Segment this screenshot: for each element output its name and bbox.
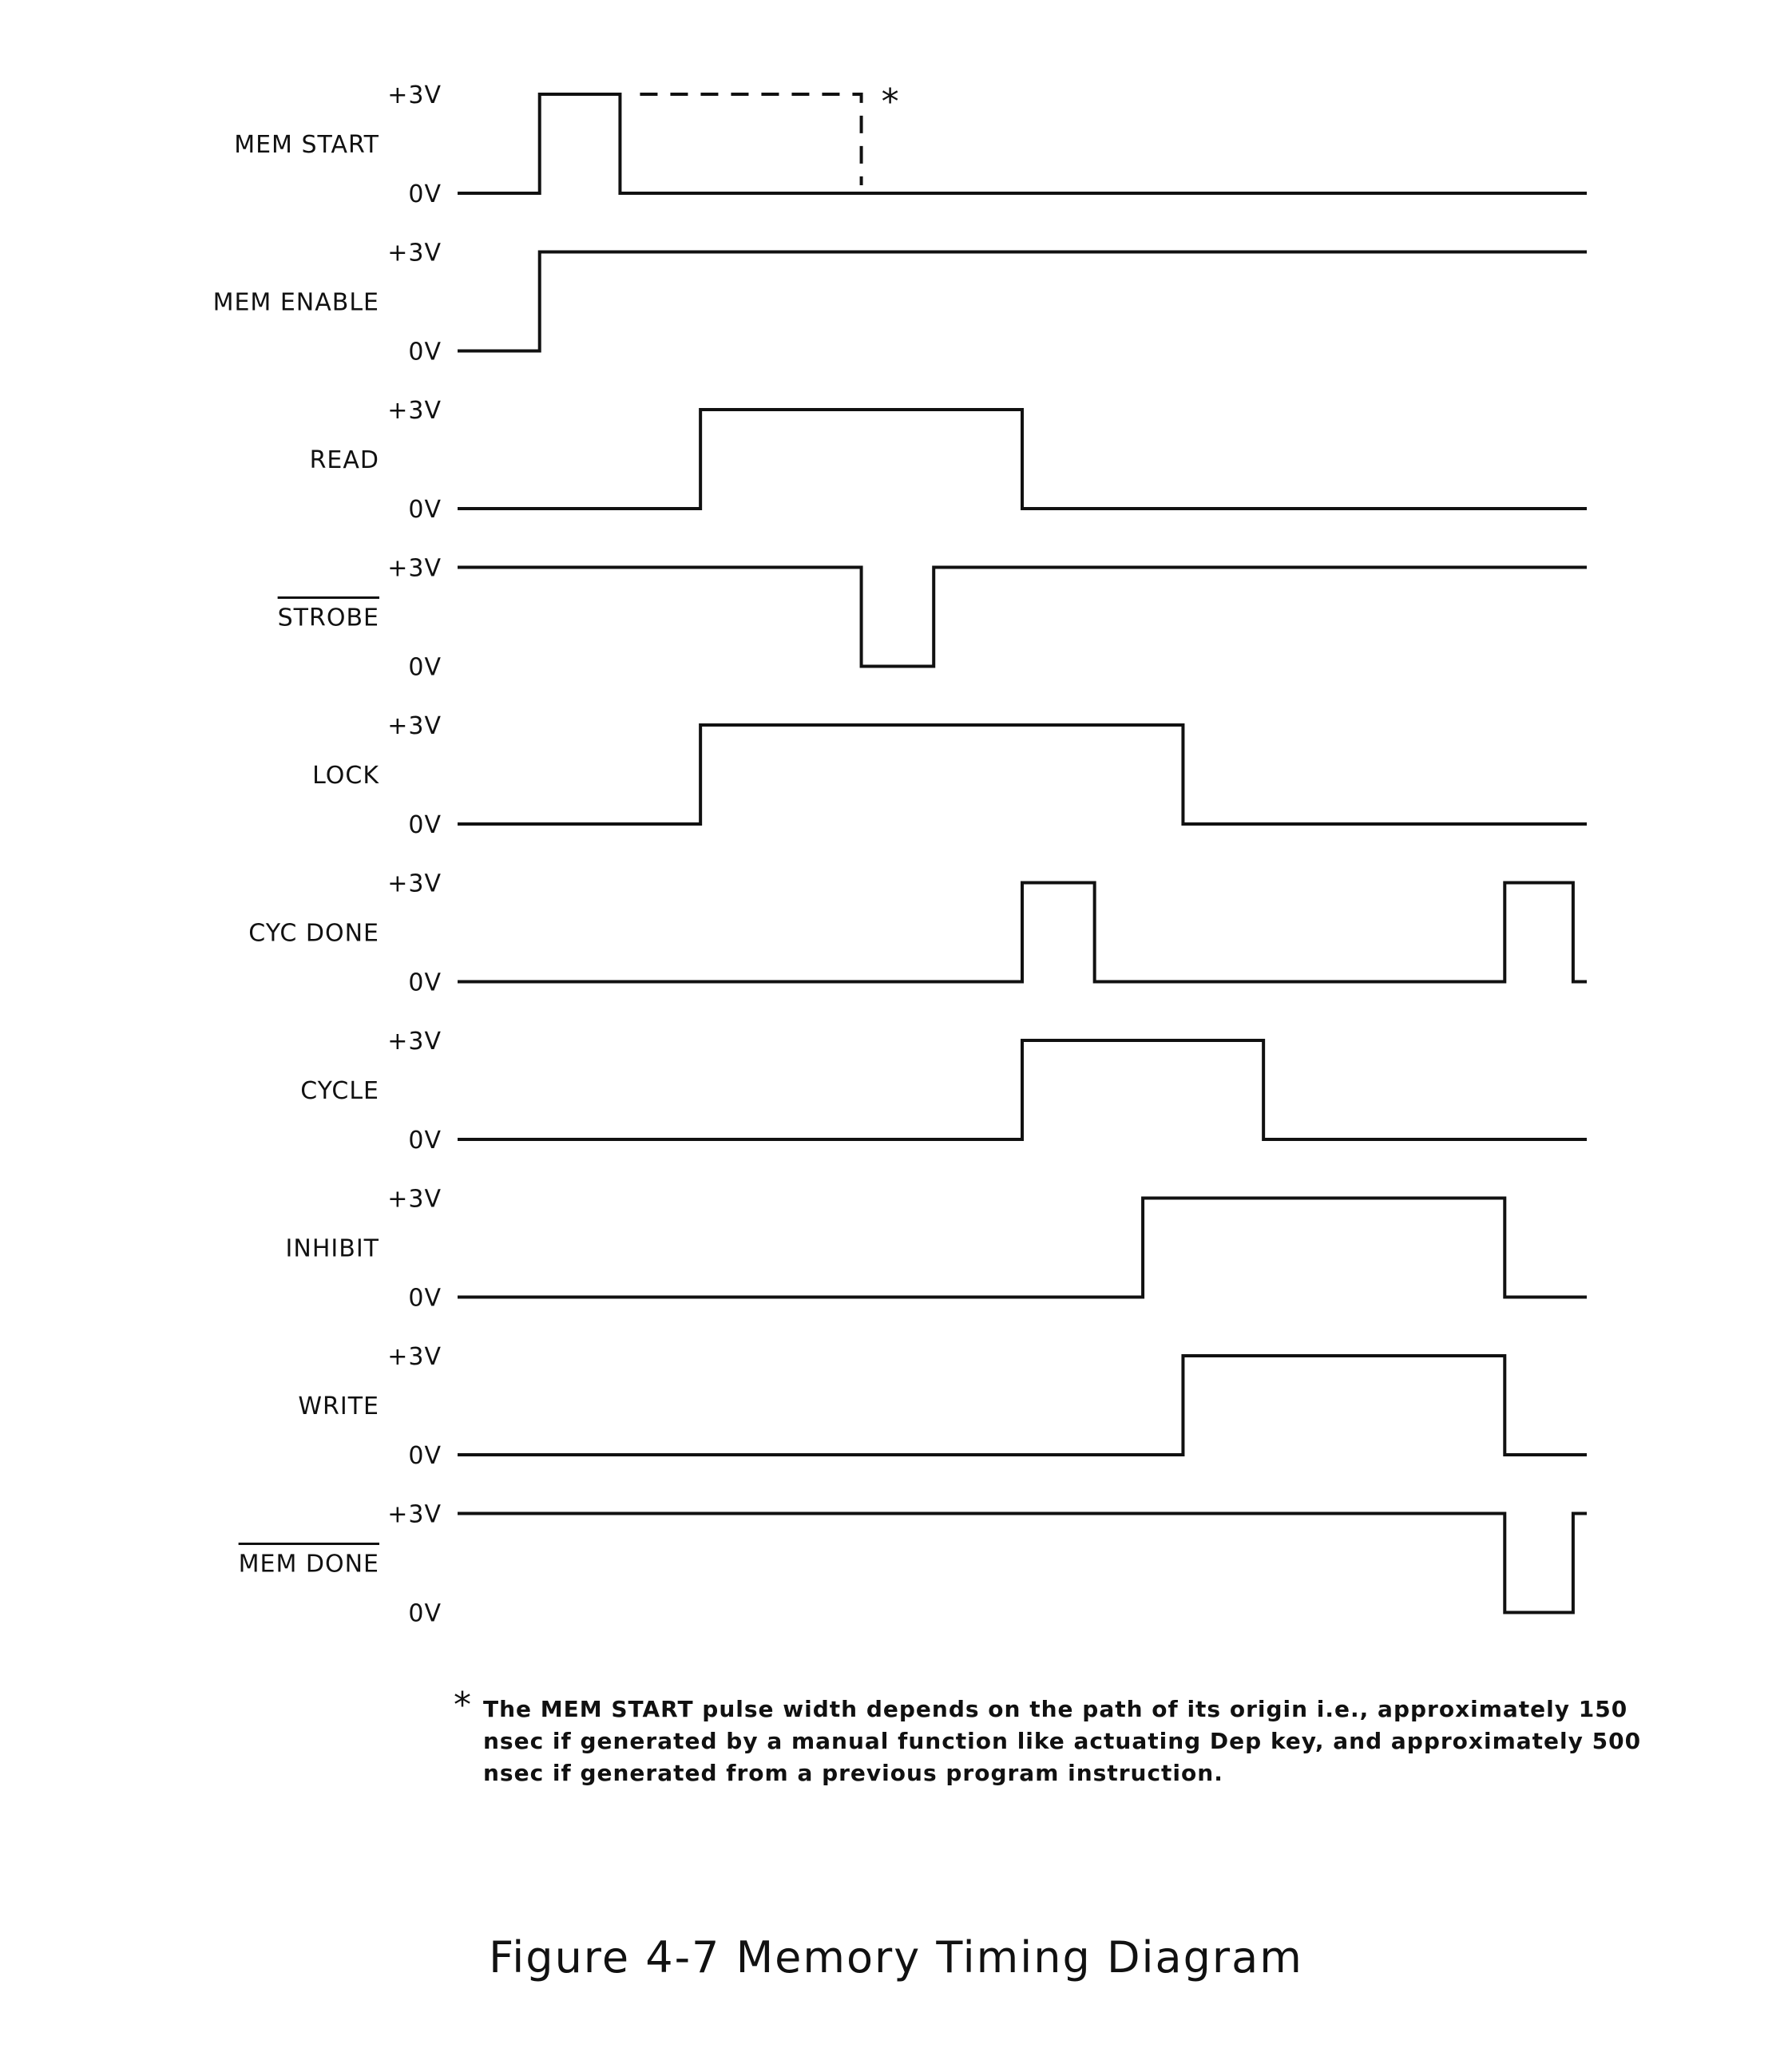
waveform-write (459, 1356, 1585, 1455)
level-high-label: +3V (387, 1028, 442, 1056)
waveform-inhibit (459, 1198, 1585, 1297)
level-low-label: 0V (408, 811, 442, 839)
signal-row-strobe (278, 555, 1585, 682)
level-low-label: 0V (408, 969, 442, 997)
waveform-mem_enable (459, 252, 1585, 351)
signal-name-mem_start: MEM START (234, 131, 379, 159)
signal-rows (213, 81, 1585, 1628)
level-low-label: 0V (408, 338, 442, 366)
level-high-label: +3V (387, 1500, 442, 1529)
waveform-cycle (459, 1040, 1585, 1139)
footnote-line-1: The MEM START pulse width depends on the path of its origin i.e., approximately 150 (483, 1696, 1628, 1722)
level-high-label: +3V (387, 712, 442, 740)
signal-row-cyc_done (248, 870, 1585, 997)
signal-name-mem_done: MEM DONE (238, 1550, 379, 1579)
waveform-mem_start (459, 94, 1585, 193)
signal-name-read: READ (309, 446, 379, 474)
signal-row-read (310, 397, 1585, 524)
footnote-line-3: nsec if generated from a previous program instruction. (483, 1760, 1223, 1786)
figure-caption: Figure 4-7 Memory Timing Diagram (489, 1932, 1303, 1983)
signal-row-mem_start (234, 81, 1585, 208)
level-low-label: 0V (408, 180, 442, 208)
level-high-label: +3V (387, 1185, 442, 1214)
signal-row-lock (312, 712, 1585, 839)
level-high-label: +3V (387, 397, 442, 425)
signal-row-inhibit (286, 1186, 1585, 1313)
footnote (454, 1685, 1641, 1786)
signal-name-strobe: STROBE (277, 604, 379, 632)
level-high-label: +3V (387, 81, 442, 109)
waveform-mem_done (459, 1514, 1585, 1613)
level-low-label: 0V (408, 1127, 442, 1155)
signal-name-cyc_done: CYC DONE (248, 919, 379, 948)
level-high-label: +3V (387, 1343, 442, 1371)
level-high-label: +3V (387, 870, 442, 898)
footnote-line-2: nsec if generated by a manual function like actuating Dep key, and approximately 500 (483, 1728, 1642, 1754)
signal-name-write: WRITE (298, 1393, 379, 1420)
asterisk-marker: * (881, 81, 899, 122)
signal-name-mem_enable: MEM ENABLE (212, 288, 379, 317)
signal-name-inhibit: INHIBIT (285, 1234, 379, 1263)
footnote-asterisk: * (454, 1685, 471, 1725)
level-low-label: 0V (408, 1284, 442, 1313)
level-low-label: 0V (408, 1442, 442, 1470)
signal-row-mem_enable (213, 240, 1585, 366)
signal-row-mem_done (239, 1501, 1585, 1628)
waveform-strobe (459, 568, 1585, 667)
waveform-cyc_done (459, 883, 1585, 982)
level-low-label: 0V (408, 653, 442, 682)
level-low-label: 0V (408, 1599, 442, 1628)
dashed-pulse-extension (640, 94, 861, 185)
waveform-read (459, 410, 1585, 509)
level-high-label: +3V (387, 239, 442, 267)
signal-row-write (298, 1343, 1585, 1470)
signal-name-cycle: CYCLE (300, 1077, 379, 1105)
waveform-lock (459, 725, 1585, 824)
level-low-label: 0V (408, 496, 442, 524)
level-high-label: +3V (387, 554, 442, 583)
signal-name-lock: LOCK (312, 762, 379, 790)
signal-row-cycle (300, 1028, 1585, 1155)
